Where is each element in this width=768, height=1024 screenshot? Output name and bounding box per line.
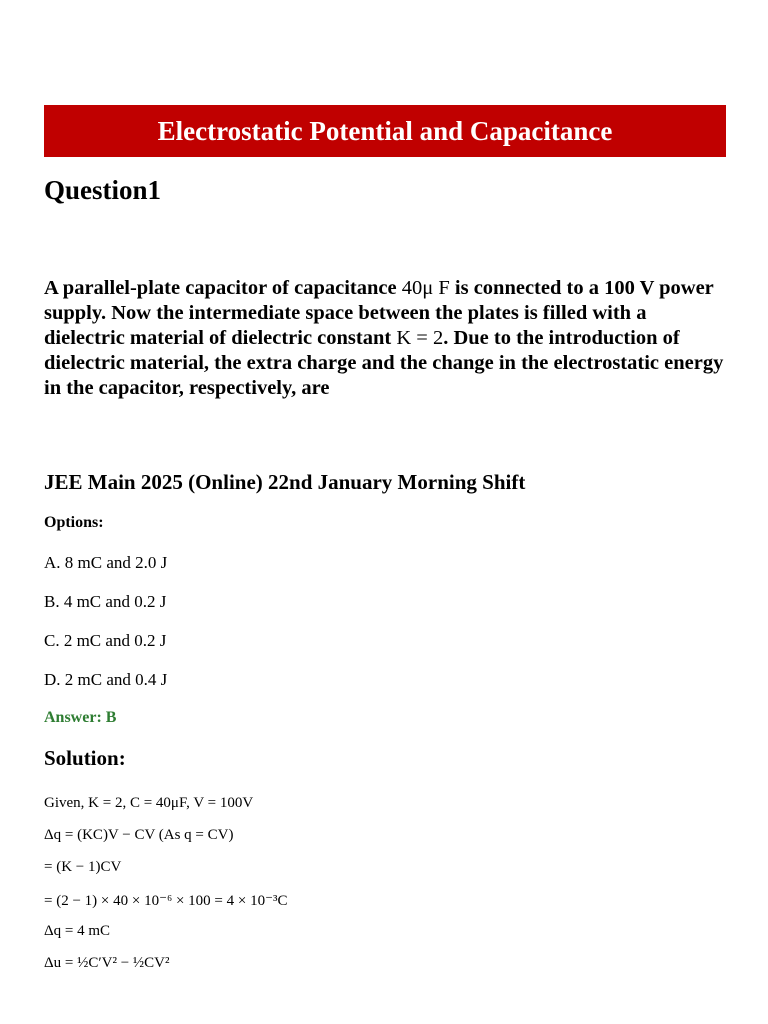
- option-a: A. 8 mC and 2.0 J: [44, 553, 168, 572]
- solution-line-1: Given, K = 2, C = 40μF, V = 100V: [44, 795, 254, 811]
- solution-line-4: = (2 − 1) × 40 × 10⁻⁶ × 100 = 4 × 10⁻³C: [44, 893, 288, 909]
- solution-heading: Solution:: [44, 746, 126, 770]
- solution-line-3: = (K − 1)CV: [44, 859, 122, 875]
- question-text: [44, 276, 726, 401]
- solution-line-5: Δq = 4 mC: [44, 923, 111, 939]
- answer-text: Answer: B: [44, 709, 117, 726]
- solution-line-2: Δq = (KC)V − CV (As q = CV): [44, 827, 234, 843]
- option-d: D. 2 mC and 0.4 J: [44, 670, 168, 689]
- option-c: C. 2 mC and 0.2 J: [44, 631, 167, 650]
- exam-source: JEE Main 2025 (Online) 22nd January Morning Shift: [44, 470, 526, 494]
- chapter-title: Electrostatic Potential and Capacitance: [157, 115, 613, 146]
- chapter-banner: [44, 105, 726, 157]
- question-text-part1: A parallel-plate capacitor of capacitance: [44, 277, 402, 299]
- solution-line-6: Δu = ½C′V² − ½CV²: [44, 955, 170, 971]
- question-text-part3: . Due to the introduction of dielectric material, the extra charge and the change in the electrostatic energy in the capacitor, respectively, are: [44, 327, 724, 399]
- question-heading: Question1: [44, 175, 162, 205]
- dielectric-value: K = 2: [396, 327, 444, 349]
- options-label: Options:: [44, 514, 104, 531]
- option-b: B. 4 mC and 0.2 J: [44, 592, 167, 611]
- question-text-part2: is connected to a 100 V power supply. Now the intermediate space between the plates is filled with a dielectric material of dielectric constant: [44, 277, 714, 349]
- capacitance-value: 40μ F: [401, 277, 450, 299]
